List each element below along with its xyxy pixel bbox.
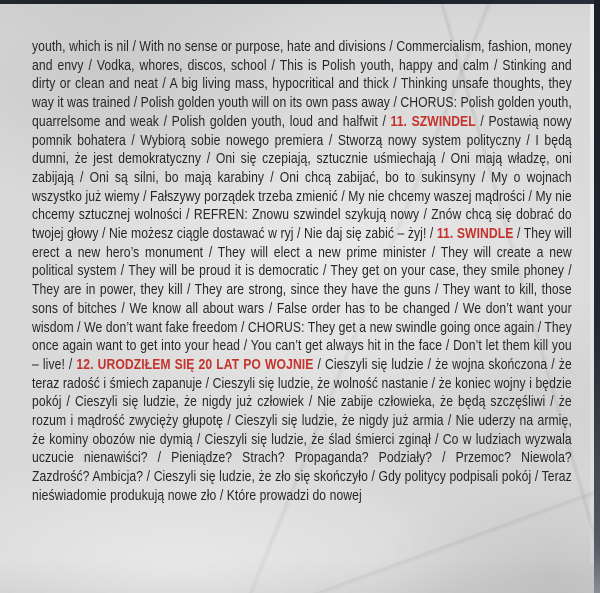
scan-edge-right (594, 0, 600, 593)
track-title: 11. SZWINDEL (390, 113, 476, 130)
lyrics-segment: / They will erect a new hero’s monument / They will elect a new prime minister / They will create a new political system / They will be proud it is democratic / They get on your case, they smile phoney / They are in power, they kill / They are strong, since they have the guns / They want to kill, those sons of bitches / We know all about wars / False order has to be changed / We don’t want your wisdom / We don’t want fake freedom / CHORUS: They get a new swindle going once again / They once again want to get into your head / You can’t get always hit in the face / Don’t let them kill you – live! / (32, 226, 572, 373)
lyrics-segment: / Cieszyli się ludzie / że wojna skończona / że teraz radość i śmiech zapanuje / Cieszyli się ludzie, że wolność nastanie / że koniec wojny i będzie pokój / Cieszyli się ludzie, że nigdy już człowiek / Nie zabije człowieka, że będą szczęśliwi / że rozum i mądrość zwycięży głupotę / Cieszyli się ludzie, że nigdy już armia / Nie uderzy na armię, że kominy obozów nie dymią / Cieszyli się ludzie, że ślad śmierci zginął / Co w ludziach wyzwala uczucie nienawiści? / Pieniądze? Strach? Propaganda? Podziały? / Przemoc? Niewola? Zazdrość? Ambicja? / Cieszyli się ludzie, że zło się skończyło / Gdy politycy podpisali pokój / Teraz nieświadomie produkują nowe zło / Które prowadzi do nowej (32, 356, 572, 504)
track-title: 12. URODZIŁEM SIĘ 20 LAT PO WOJNIE (76, 356, 314, 373)
lyrics-segment: youth, which is nil / With no sense or purpose, hate and divisions / Commercialism, fashion, money and envy / Vodka, whores, discos, school / This is Polish youth, happy and calm / Stinking and dirty or clean and neat / A big living mass, hypocritical and thick / Thinking unsafe thoughts, they way it was trained / Polish golden youth will on its own pass away / CHORUS: Polish golden youth, quarrelsome and weak / Polish golden youth, loud and halfwit / (32, 39, 572, 130)
lyrics-text (32, 38, 572, 506)
paper-edge-highlight (590, 4, 594, 564)
lyrics-segment: / Postawią nowy pomnik bohatera / Wybiorą sobie nowego premiera / Stworzą nowy system polityczny / I będą dumni, że jest demokratyczny / Oni się czepiają, sztucznie uśmiechają / Oni mają władzę, oni zabijają / Oni są silni, bo mają karabiny / Oni chcą zabijać, bo to sukinsyny / My o wojnach wszystko już wiemy / Fałszywy porządek trzeba zmienić / My nie chcemy waszej mądrości / My nie chcemy sztucznej wolności / REFREN: Znowu szwindel szykują nowy / Znów chcą się dobrać do twojej głowy / Nie możesz ciągle dostawać w ryj / Nie daj się zabić – żyj! / (32, 113, 572, 243)
scan-edge-top (0, 0, 600, 4)
track-title: 11. SWINDLE (436, 226, 514, 243)
